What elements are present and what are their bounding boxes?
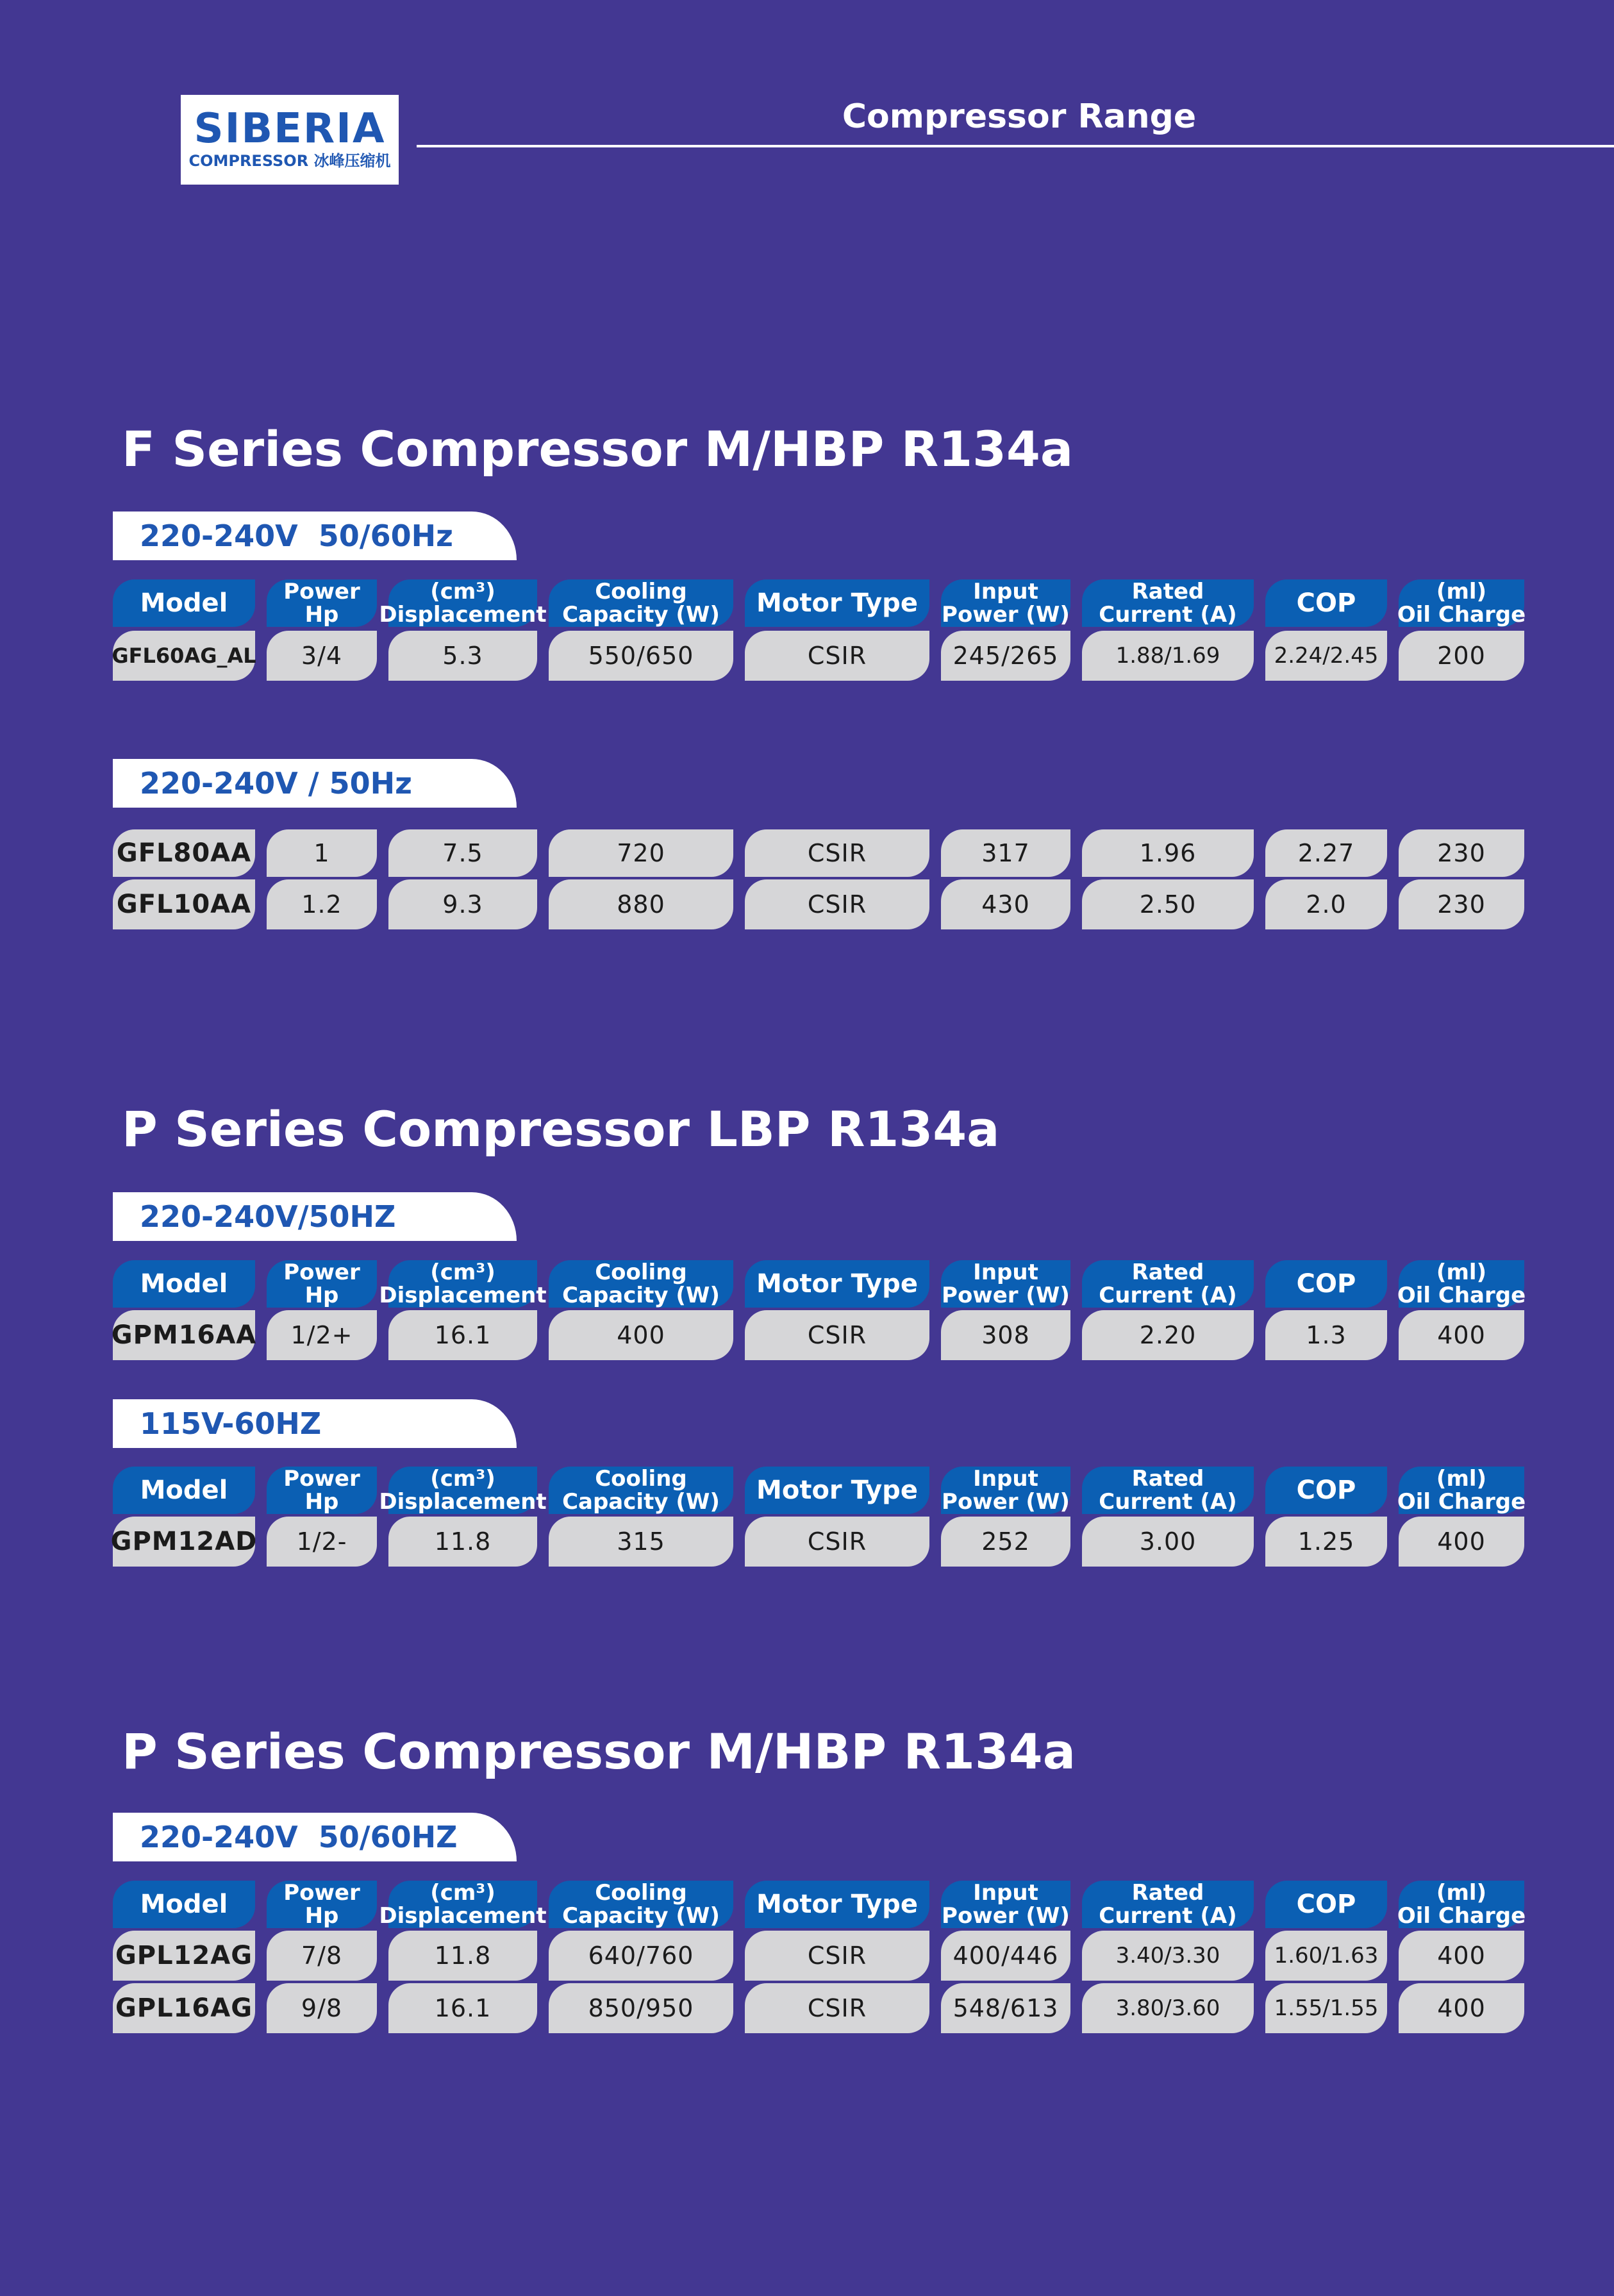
cell-cooling-capacity: 880 xyxy=(549,879,733,929)
column-header-rated-current xyxy=(1082,1260,1254,1308)
cell-displacement: 11.8 xyxy=(388,1931,537,1981)
column-header-cooling-capacity xyxy=(549,579,733,627)
column-header-label: Rated xyxy=(1131,1260,1204,1285)
column-header-motor-type xyxy=(745,579,929,627)
cell-cooling-capacity: 315 xyxy=(549,1517,733,1567)
cell-rated-current: 3.80/3.60 xyxy=(1082,1983,1254,2033)
column-header-label: Power xyxy=(283,1466,360,1492)
column-header-label: Cooling xyxy=(595,579,687,604)
cell-displacement: 16.1 xyxy=(388,1983,537,2033)
column-header-label: (cm³) xyxy=(430,1466,495,1492)
column-header-label: (ml) xyxy=(1436,1466,1487,1492)
cell-input-power: 400/446 xyxy=(941,1931,1070,1981)
cell-model: GPM12AD xyxy=(113,1517,255,1567)
column-header-label: COP xyxy=(1296,1890,1356,1919)
cell-cooling-capacity: 720 xyxy=(549,829,733,877)
column-header-label: Rated xyxy=(1131,579,1204,604)
column-header-label: Current (A) xyxy=(1099,1283,1237,1308)
column-header-label: (cm³) xyxy=(430,1260,495,1285)
table-header-row xyxy=(0,1881,1614,1928)
cell-model: GFL10AA xyxy=(113,879,255,929)
cell-oil-charge: 400 xyxy=(1399,1931,1524,1981)
cell-cooling-capacity: 850/950 xyxy=(549,1983,733,2033)
cell-rated-current: 3.00 xyxy=(1082,1517,1254,1567)
section-title-f-series: F Series Compressor M/HBP R134a xyxy=(122,420,1074,478)
cell-model: GPL16AG xyxy=(113,1983,255,2033)
cell-power-hp: 3/4 xyxy=(267,631,377,681)
column-header-label: COP xyxy=(1296,588,1356,618)
column-header-model xyxy=(113,1260,255,1308)
column-header-cooling-capacity xyxy=(549,1467,733,1514)
column-header-power-hp xyxy=(267,1467,377,1514)
column-header-label: Model xyxy=(140,1476,228,1505)
column-header-label: (cm³) xyxy=(430,579,495,604)
column-header-displacement xyxy=(379,1466,547,1515)
column-header-label: Power (W) xyxy=(942,1489,1070,1515)
column-header-power-hp xyxy=(267,579,377,627)
cell-motor-type: CSIR xyxy=(745,879,929,929)
column-header-cop xyxy=(1265,1881,1387,1928)
column-header-displacement xyxy=(379,579,547,628)
voltage-tab: 220-240V / 50Hz xyxy=(113,759,517,808)
column-header-model xyxy=(113,1881,255,1928)
table-row xyxy=(0,1310,1614,1360)
column-header-displacement xyxy=(379,1260,547,1308)
column-header-label: Power (W) xyxy=(942,1283,1070,1308)
column-header-input-power xyxy=(941,1467,1070,1514)
column-header-label: Displacement xyxy=(379,1489,547,1515)
column-header-label: Input xyxy=(973,1880,1038,1906)
logo-subtitle: COMPRESSOR 冰峰压缩机 xyxy=(188,152,391,170)
column-header-label: Input xyxy=(973,579,1038,604)
cell-input-power: 430 xyxy=(941,879,1070,929)
column-header-model xyxy=(113,579,255,627)
column-header-oil-charge xyxy=(1399,1881,1524,1928)
voltage-tab: 220-240V 50/60HZ xyxy=(113,1813,517,1861)
cell-motor-type: CSIR xyxy=(745,1517,929,1567)
column-header-label: Cooling xyxy=(595,1880,687,1906)
column-header-label: Capacity (W) xyxy=(562,602,720,628)
cell-model: GPM16AA xyxy=(113,1310,255,1360)
column-header-label: (ml) xyxy=(1436,579,1487,604)
cell-cooling-capacity: 640/760 xyxy=(549,1931,733,1981)
cell-motor-type: CSIR xyxy=(745,1310,929,1360)
column-header-cop xyxy=(1265,1260,1387,1308)
table-row xyxy=(0,829,1614,877)
column-header-power-hp xyxy=(267,1881,377,1928)
siberia-logo xyxy=(181,95,399,185)
cell-input-power: 548/613 xyxy=(941,1983,1070,2033)
cell-cop: 2.27 xyxy=(1265,829,1387,877)
column-header-label: COP xyxy=(1296,1476,1356,1505)
cell-rated-current: 1.88/1.69 xyxy=(1082,631,1254,681)
column-header-label: Input xyxy=(973,1466,1038,1492)
cell-model: GFL80AA xyxy=(113,829,255,877)
column-header-label: (ml) xyxy=(1436,1260,1487,1285)
column-header-label: (ml) xyxy=(1436,1880,1487,1906)
column-header-label: Oil Charge xyxy=(1397,602,1526,628)
cell-displacement: 7.5 xyxy=(388,829,537,877)
cell-cop: 1.60/1.63 xyxy=(1265,1931,1387,1981)
voltage-tab: 220-240V/50HZ xyxy=(113,1192,517,1241)
cell-input-power: 308 xyxy=(941,1310,1070,1360)
table-header-row xyxy=(0,579,1614,627)
column-header-label: Power (W) xyxy=(942,602,1070,628)
cell-cooling-capacity: 400 xyxy=(549,1310,733,1360)
column-header-label: Rated xyxy=(1131,1880,1204,1906)
logo-wordmark: SIBERIA xyxy=(194,105,386,153)
column-header-cooling-capacity xyxy=(549,1260,733,1308)
column-header-oil-charge xyxy=(1399,1467,1524,1514)
column-header-cop xyxy=(1265,1467,1387,1514)
cell-cop: 1.3 xyxy=(1265,1310,1387,1360)
column-header-label: Capacity (W) xyxy=(562,1283,720,1308)
column-header-label: COP xyxy=(1296,1269,1356,1299)
column-header-rated-current xyxy=(1082,1881,1254,1928)
cell-motor-type: CSIR xyxy=(745,631,929,681)
column-header-label: Oil Charge xyxy=(1397,1489,1526,1515)
column-header-label: Current (A) xyxy=(1099,1903,1237,1929)
header-divider xyxy=(417,145,1614,147)
page-header-title: Compressor Range xyxy=(842,97,1197,136)
column-header-power-hp xyxy=(267,1260,377,1308)
column-header-label: Model xyxy=(140,1269,228,1299)
table-header-row xyxy=(0,1467,1614,1514)
table-header-row xyxy=(0,1260,1614,1308)
table-row xyxy=(0,1983,1614,2033)
column-header-label: Cooling xyxy=(595,1260,687,1285)
table-row xyxy=(0,1517,1614,1567)
column-header-cop xyxy=(1265,579,1387,627)
cell-model: GPL12AG xyxy=(113,1931,255,1981)
column-header-label: Rated xyxy=(1131,1466,1204,1492)
cell-rated-current: 2.20 xyxy=(1082,1310,1254,1360)
cell-displacement: 11.8 xyxy=(388,1517,537,1567)
column-header-cooling-capacity xyxy=(549,1881,733,1928)
column-header-label: Hp xyxy=(304,602,339,628)
cell-motor-type: CSIR xyxy=(745,1931,929,1981)
cell-cop: 1.55/1.55 xyxy=(1265,1983,1387,2033)
voltage-tab: 115V-60HZ xyxy=(113,1399,517,1448)
column-header-label: Hp xyxy=(304,1283,339,1308)
cell-oil-charge: 400 xyxy=(1399,1310,1524,1360)
cell-rated-current: 3.40/3.30 xyxy=(1082,1931,1254,1981)
cell-power-hp: 7/8 xyxy=(267,1931,377,1981)
column-header-label: Motor Type xyxy=(756,1476,918,1505)
column-header-rated-current xyxy=(1082,1467,1254,1514)
column-header-label: Power xyxy=(283,1260,360,1285)
column-header-displacement xyxy=(379,1880,547,1929)
cell-power-hp: 1/2- xyxy=(267,1517,377,1567)
column-header-oil-charge xyxy=(1399,579,1524,627)
column-header-label: Displacement xyxy=(379,602,547,628)
cell-rated-current: 2.50 xyxy=(1082,879,1254,929)
column-header-label: Hp xyxy=(304,1903,339,1929)
column-header-label: Capacity (W) xyxy=(562,1489,720,1515)
column-header-label: Displacement xyxy=(379,1283,547,1308)
cell-oil-charge: 230 xyxy=(1399,829,1524,877)
cell-input-power: 245/265 xyxy=(941,631,1070,681)
column-header-label: Motor Type xyxy=(756,1269,918,1299)
column-header-label: Power (W) xyxy=(942,1903,1070,1929)
column-header-input-power xyxy=(941,1260,1070,1308)
column-header-model xyxy=(113,1467,255,1514)
column-header-input-power xyxy=(941,579,1070,627)
column-header-label: Oil Charge xyxy=(1397,1903,1526,1929)
cell-motor-type: CSIR xyxy=(745,829,929,877)
column-header-label: Power xyxy=(283,579,360,604)
section-title-p-series-mhbp: P Series Compressor M/HBP R134a xyxy=(122,1723,1076,1780)
column-header-label: Motor Type xyxy=(756,1890,918,1919)
column-header-label: Current (A) xyxy=(1099,602,1237,628)
cell-displacement: 9.3 xyxy=(388,879,537,929)
cell-input-power: 252 xyxy=(941,1517,1070,1567)
column-header-oil-charge xyxy=(1399,1260,1524,1308)
column-header-motor-type xyxy=(745,1467,929,1514)
table-row xyxy=(0,1931,1614,1981)
cell-displacement: 5.3 xyxy=(388,631,537,681)
cell-motor-type: CSIR xyxy=(745,1983,929,2033)
cell-oil-charge: 230 xyxy=(1399,879,1524,929)
column-header-rated-current xyxy=(1082,579,1254,627)
cell-displacement: 16.1 xyxy=(388,1310,537,1360)
table-row xyxy=(0,879,1614,929)
section-title-p-series-lbp: P Series Compressor LBP R134a xyxy=(122,1101,1000,1158)
cell-power-hp: 1.2 xyxy=(267,879,377,929)
column-header-label: Model xyxy=(140,588,228,618)
column-header-label: (cm³) xyxy=(430,1880,495,1906)
column-header-input-power xyxy=(941,1881,1070,1928)
cell-cop: 2.0 xyxy=(1265,879,1387,929)
cell-cooling-capacity: 550/650 xyxy=(549,631,733,681)
column-header-label: Cooling xyxy=(595,1466,687,1492)
column-header-label: Oil Charge xyxy=(1397,1283,1526,1308)
cell-oil-charge: 400 xyxy=(1399,1983,1524,2033)
cell-rated-current: 1.96 xyxy=(1082,829,1254,877)
voltage-tab: 220-240V 50/60Hz xyxy=(113,512,517,560)
column-header-label: Hp xyxy=(304,1489,339,1515)
cell-oil-charge: 200 xyxy=(1399,631,1524,681)
column-header-motor-type xyxy=(745,1881,929,1928)
column-header-label: Power xyxy=(283,1880,360,1906)
column-header-label: Input xyxy=(973,1260,1038,1285)
column-header-label: Current (A) xyxy=(1099,1489,1237,1515)
cell-input-power: 317 xyxy=(941,829,1070,877)
cell-power-hp: 1/2+ xyxy=(267,1310,377,1360)
table-row xyxy=(0,631,1614,681)
column-header-label: Displacement xyxy=(379,1903,547,1929)
cell-model: GFL60AG_AL xyxy=(113,631,255,681)
column-header-label: Model xyxy=(140,1890,228,1919)
column-header-label: Capacity (W) xyxy=(562,1903,720,1929)
cell-power-hp: 1 xyxy=(267,829,377,877)
cell-power-hp: 9/8 xyxy=(267,1983,377,2033)
cell-oil-charge: 400 xyxy=(1399,1517,1524,1567)
column-header-label: Motor Type xyxy=(756,588,918,618)
column-header-motor-type xyxy=(745,1260,929,1308)
cell-cop: 2.24/2.45 xyxy=(1265,631,1387,681)
cell-cop: 1.25 xyxy=(1265,1517,1387,1567)
